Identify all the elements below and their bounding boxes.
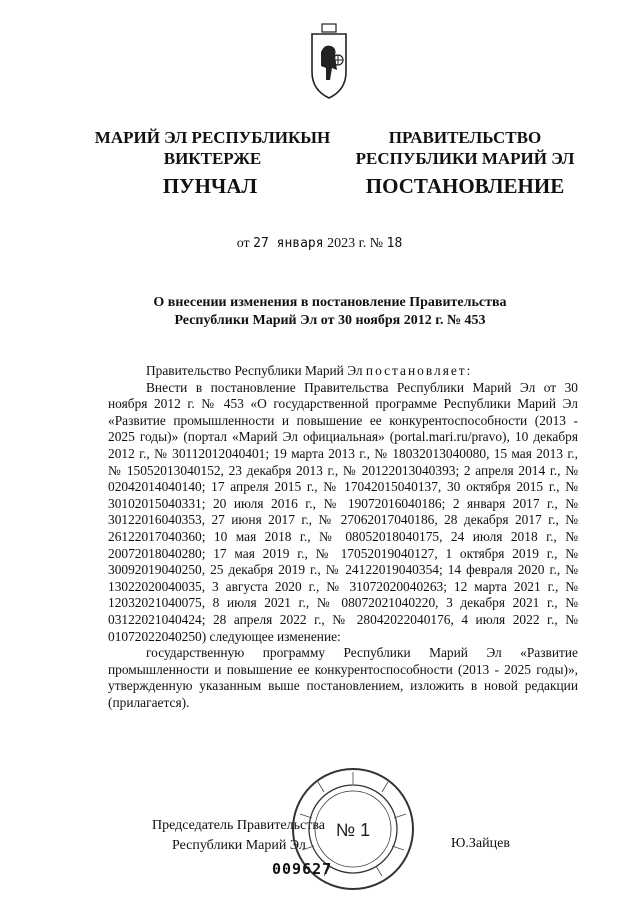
doc-type-mari: ПУНЧАЛ: [162, 174, 258, 198]
doc-type-russian: ПОСТАНОВЛЕНИЕ: [365, 174, 565, 198]
header-left-line1: МАРИЙ ЭЛ РЕСПУБЛИКЫН: [94, 128, 331, 147]
body-paragraph-3: государственную программу Республики Марий Эл «Развитие промышленности и повышение ее конкурентоспособности (2013 - 2025 годы)», утвержденную указанным выше постановлением, изложить в новой редакции (прилагается).: [108, 645, 578, 710]
date-year: 2023 г. №: [327, 236, 384, 251]
coat-of-arms-icon: [304, 22, 354, 102]
title-line1: О внесении изменения в постановление Правительства: [153, 295, 507, 310]
document-body: [108, 363, 578, 711]
document-title: [110, 294, 550, 330]
body-paragraph-2: Внести в постановление Правительства Республики Марий Эл от 30 ноября 2012 г. № 453 «О государственной программе Республики Марий Эл «Развитие промышленности и повышение ее конкурентоспособности (2013 - 2025 годы)» (портал «Марий Эл официальная» (portal.mari.ru/pravo), 10 декабря 2012 г., № 30112012040401; 19 марта 2013 г., № 18032013040080, 15 мая 2013 г., № 15052013040152, 23 декабря 2013 г., № 20122013040393; 2 апреля 2014 г., № 02042014040140; 17 апреля 2015 г., № 17042015040137, 30 октября 2015 г., № 30102015040331; 20 июля 2016 г., № 19072016040186; 2 января 2017 г., № 30122016040353, 27 июня 2017 г., № 27062017040186, 28 декабря 2017 г., № 26122017040360; 10 мая 2018 г., № 08052018040175, 24 июля 2018 г., № 20072018040280; 17 мая 2019 г., № 17052019040127, 1 октября 2019 г., № 30092019040250, 25 декабря 2019 г., № 24122019040354; 14 февраля 2020 г., № 13022020040035, 3 августа 2020 г., № 31072020040263; 12 марта 2021 г., № 12032021040075, 8 июля 2021 г., № 08072021040220, 3 декабря 2021 г., № 03122021040424; 28 апреля 2022 г., № 28042022040176, 4 июля 2022 г., № 01072022040250) следующее изменение:: [108, 379, 578, 644]
signature-name: Ю.Зайцев: [451, 836, 510, 851]
stamp-label: № 1: [335, 820, 371, 840]
title-line2: Республики Марий Эл от 30 ноября 2012 г. № 453: [174, 313, 486, 328]
signature-position-line2: Республики Марий Эл: [172, 838, 306, 853]
date-line: [0, 236, 639, 252]
header-left: [85, 127, 340, 169]
serial-number: 009627: [272, 860, 333, 878]
header-left-line2: ВИКТЕРЖЕ: [163, 149, 262, 168]
header-right: [335, 127, 595, 169]
body-p1-start: Правительство Республики Марий Эл: [146, 363, 363, 378]
signature-position-line1: Председатель Правительства: [152, 818, 325, 833]
document-number: 18: [386, 236, 403, 251]
body-paragraph-1: [108, 363, 578, 380]
date-prefix: от: [236, 236, 250, 251]
date-value: 27 января: [253, 236, 324, 251]
header-right-line1: ПРАВИТЕЛЬСТВО: [388, 128, 542, 147]
body-p1-decree: постановляет:: [365, 363, 473, 378]
header-right-line2: РЕСПУБЛИКИ МАРИЙ ЭЛ: [355, 149, 575, 168]
